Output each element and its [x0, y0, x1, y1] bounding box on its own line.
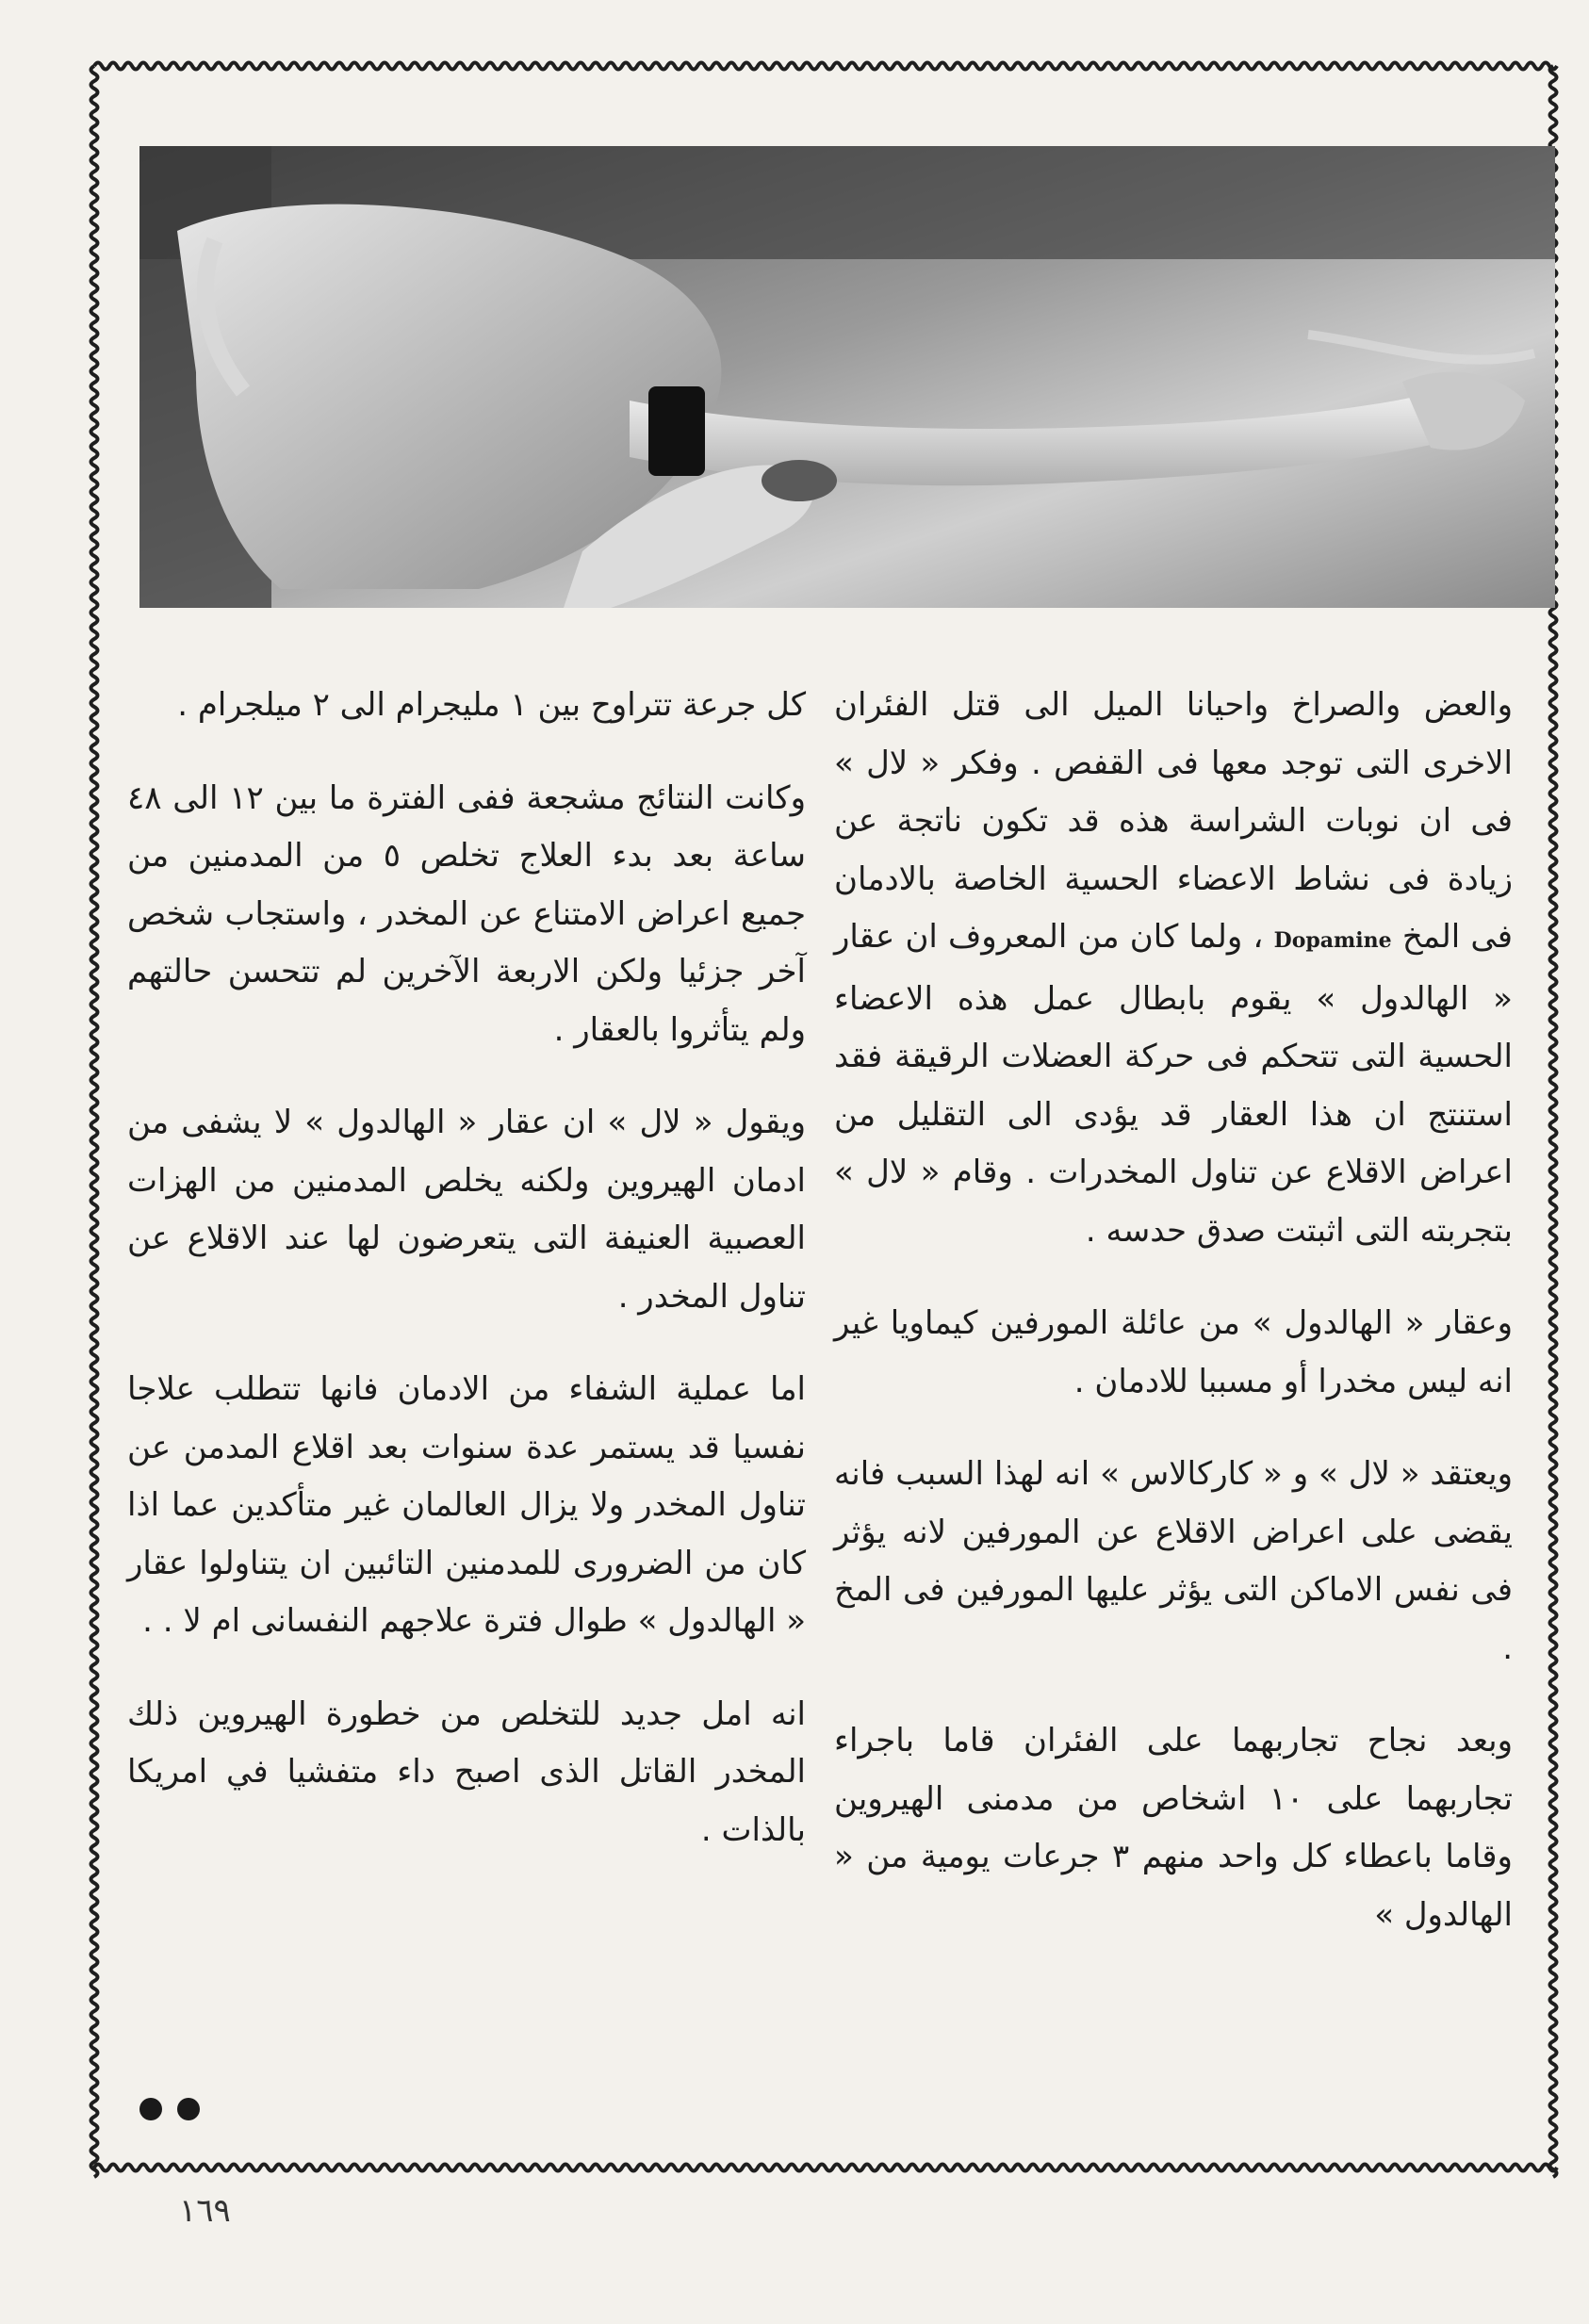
photo-image [139, 146, 1555, 608]
left-paragraph-4: اما عملية الشفاء من الادمان فانها تتطلب علاجا نفسيا قد يستمر عدة سنوات بعد اقلاع المدمن عن تناول المخدر ولا يزال العالمان غير متأكدين عما اذا كان من الضرورى للمدمنين التائبين ان يتناولوا عقار « الهالدول » طوال فترة علاجهم النفسانى ام لا . . [127, 1370, 806, 1640]
dopamine-term: Dopamine [1273, 928, 1392, 953]
frame-edge [94, 63, 1557, 70]
right-paragraph-3: ويعتقد « لال » و « كاركالاس » انه لهذا السبب فانه يقضى على اعراض الاقلاع عن المورفين لانه يؤثر فى نفس الاماكن التى يؤثر عليها المورفين فى المخ . [834, 1455, 1513, 1667]
right-paragraph-1: والعض والصراخ واحيانا الميل الى قتل الفئران الاخرى التى توجد معها فى القفص . وفكر « لال » فى ان نوبات الشراسة هذه قد تكون ناتجة عن زيادة فى نشاط الاعضاء الحسية الخاصة بالادمان فى المخ Dopamine ، ولما كان من المعروف ان عقار « الهالدول » يقوم بابطال عمل هذه الاعضاء الحسية التى تتحكم فى حركة العضلات الرقيقة فقد استنتج ان هذا العقار قد يؤدى الى التقليل من اعراض الاقلاع عن تناول المخدرات . وقام « لال » بتجربته التى اثبتت صدق حدسه . [834, 686, 1514, 1250]
end-mark-dots [139, 2098, 200, 2120]
left-paragraph-3: ويقول « لال » ان عقار « الهالدول » لا يشفى من ادمان الهيروين ولكنه يخلص المدمنين من الهزات العصبية العنيفة التى يتعرضون لها عند الاقلاع عن تناول المخدر . [127, 1104, 806, 1316]
right-paragraph-4: وبعد نجاح تجاربهما على الفئران قاما باجراء تجاربهما على ١٠ اشخاص من مدمنى الهيروين وقاما باعطاء كل واحد منهم ٣ جرعات يومية من « الهالدول » [834, 1722, 1513, 1934]
frame-edge [94, 2165, 1557, 2171]
left-paragraph-5: انه امل جديد للتخلص من خطورة الهيروين ذلك المخدر القاتل الذى اصبح داء متفشيا في امريكا بالذات . [127, 1694, 806, 1849]
frame-edge [91, 66, 98, 2177]
end-dot [139, 2098, 162, 2120]
left-paragraph-1: كل جرعة تتراوح بين ١ مليجرام الى ٢ ميلجرام . [177, 686, 806, 724]
right-paragraph-2: وعقار « الهالدول » من عائلة المورفين كيماويا غير انه ليس مخدرا أو مسببا للادمان . [834, 1304, 1513, 1400]
end-dot [177, 2098, 200, 2120]
page-number: ١٦٩ [179, 2192, 231, 2230]
right-text-column [834, 677, 1513, 1979]
left-paragraph-2: وكانت النتائج مشجعة ففى الفترة ما بين ١٢ الى ٤٨ ساعة بعد بدء العلاج تخلص ٥ من المدمنين من جميع اعراض الامتناع عن المخدر ، واستجاب شخص آخر جزئيا ولكن الاربعة الآخرين لم تتحسن حالتهم ولم يتأثروا بالعقار . [127, 778, 806, 1049]
left-text-column [127, 677, 806, 1894]
